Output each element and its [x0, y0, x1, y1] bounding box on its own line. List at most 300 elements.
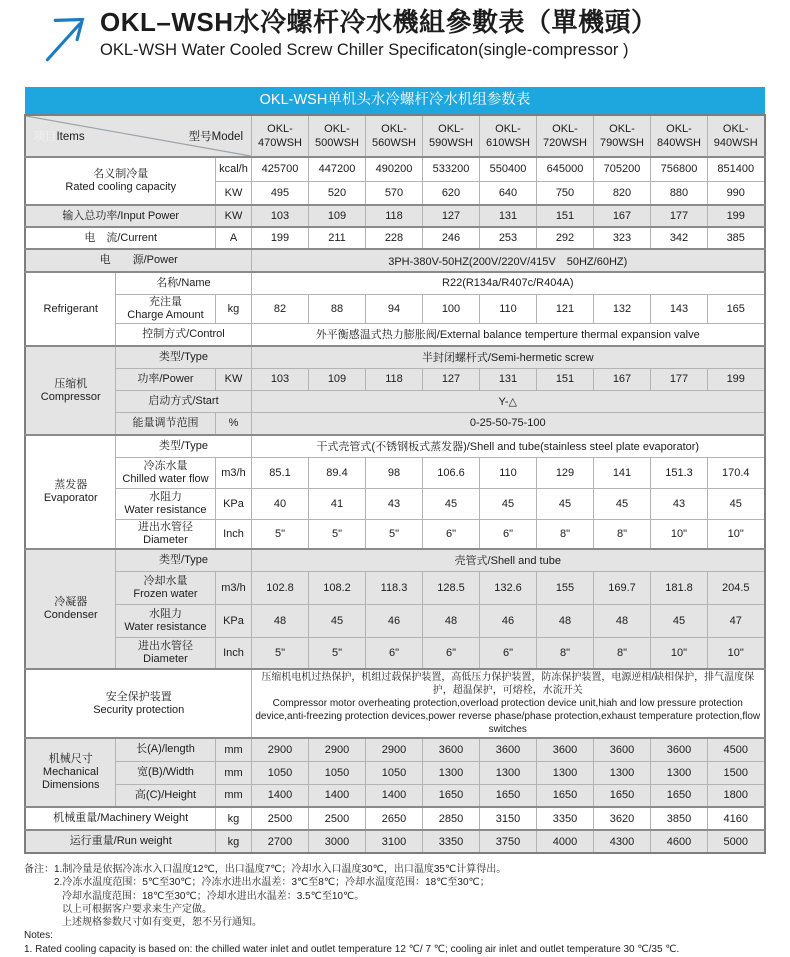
cell-line: OKL- — [609, 123, 635, 135]
unit-cell: KW — [215, 368, 251, 390]
cell-line: OKL- — [495, 123, 521, 135]
value-cell: 151 — [537, 205, 594, 227]
group-label-cell — [25, 346, 115, 435]
cell-line: 压缩机 — [54, 377, 88, 390]
cell-line: Frozen water — [133, 587, 198, 600]
cell-line: Security protection — [93, 703, 185, 716]
unit-cell: m3/h — [215, 571, 251, 604]
value-cell: 2500 — [309, 807, 366, 830]
cell-line: Diameter — [143, 652, 188, 665]
value-cell: 3750 — [480, 830, 537, 853]
cell-line: Rated cooling capacity — [65, 181, 177, 193]
row-label-cell: 高(C)/Height — [115, 784, 215, 807]
value-cell: 5000 — [708, 830, 765, 853]
merged-value-cell: 壳管式/Shell and tube — [252, 549, 765, 571]
page-subtitle: OKL-WSH Water Cooled Screw Chiller Specificaton(single-compressor ) — [100, 41, 629, 59]
value-cell: 127 — [423, 368, 480, 390]
cell-line: Condenser — [43, 609, 98, 621]
value-cell: 1300 — [423, 761, 480, 784]
value-cell: 1300 — [651, 761, 708, 784]
value-cell: 127 — [423, 205, 480, 227]
row-label-cell: 类型/Type — [115, 549, 251, 571]
note-line: 上述规格参数尺寸如有变更，恕不另行通知。 — [62, 917, 262, 929]
table-row — [25, 157, 764, 181]
row-label-cell — [115, 604, 215, 637]
value-cell: 6" — [366, 637, 423, 669]
value-cell: 2900 — [252, 738, 309, 761]
items-label-zh: 项目 — [33, 131, 57, 143]
model-header-cell — [423, 115, 480, 157]
merged-value-cell: R22(R134a/R407c/R404A) — [252, 272, 765, 294]
value-cell: 2500 — [252, 807, 309, 830]
table-row — [25, 227, 764, 249]
value-cell: 2850 — [423, 807, 480, 830]
model-header-cell — [252, 115, 309, 157]
value-cell: 750 — [537, 181, 594, 205]
cell-line: 560WSH — [371, 137, 417, 149]
value-cell: 520 — [309, 181, 366, 205]
value-cell: 4160 — [708, 807, 765, 830]
items-model-header — [25, 115, 251, 157]
table-row — [25, 488, 764, 519]
value-cell: 106.6 — [423, 457, 480, 488]
cell-line: 790WSH — [599, 137, 645, 149]
protection-text-cell — [252, 669, 765, 738]
unit-cell: KW — [215, 205, 251, 227]
value-cell: 167 — [594, 205, 651, 227]
cell-line: 590WSH — [428, 137, 474, 149]
model-header-cell — [366, 115, 423, 157]
value-cell: 110 — [480, 457, 537, 488]
value-cell: 103 — [252, 368, 309, 390]
value-cell: 8" — [537, 637, 594, 669]
value-cell: 199 — [708, 205, 765, 227]
value-cell: 43 — [651, 488, 708, 519]
value-cell: 756800 — [651, 157, 708, 181]
unit-cell: % — [215, 412, 251, 435]
value-cell: 5" — [309, 519, 366, 549]
value-cell: 45 — [480, 488, 537, 519]
unit-cell: KW — [215, 181, 251, 205]
cell-line: Compressor — [40, 390, 101, 403]
note-line: 冷却水温度范围：18℃至30℃；冷却水进出水温差：3.5℃至10℃。 — [62, 890, 365, 902]
value-cell: 98 — [366, 457, 423, 488]
model-header-cell — [537, 115, 594, 157]
value-cell: 199 — [252, 227, 309, 249]
value-cell: 4000 — [537, 830, 594, 853]
cell-line: OKL- — [381, 123, 407, 135]
unit-cell: KPa — [215, 488, 251, 519]
model-header-cell — [708, 115, 765, 157]
value-cell: 143 — [651, 294, 708, 323]
value-cell: 1650 — [423, 784, 480, 807]
value-cell: 199 — [708, 368, 765, 390]
value-cell: 1400 — [309, 784, 366, 807]
row-label-cell: 电 源/Power — [25, 249, 251, 272]
value-cell: 165 — [708, 294, 765, 323]
value-cell: 2900 — [309, 738, 366, 761]
merged-value-cell: 半封闭螺杆式/Semi-hermetic screw — [252, 346, 765, 368]
value-cell: 1400 — [252, 784, 309, 807]
value-cell: 8" — [594, 637, 651, 669]
value-cell: 118 — [366, 205, 423, 227]
value-cell: 128.5 — [423, 571, 480, 604]
unit-cell: kcal/h — [215, 157, 251, 181]
value-cell: 620 — [423, 181, 480, 205]
value-cell: 3150 — [480, 807, 537, 830]
table-row — [25, 205, 764, 227]
value-cell: 6" — [423, 637, 480, 669]
table-row — [25, 637, 764, 669]
cell-line: Compressor motor overheating protection,overload protection device unit,hiah and low pressure protection device,anti-freezing protection devices,power reverse phase/phase protection,exhaust temperature protection,flow switches — [255, 698, 761, 735]
unit-cell: KPa — [215, 604, 251, 637]
table-row — [25, 323, 764, 346]
table-row — [25, 549, 764, 571]
value-cell: 132.6 — [480, 571, 537, 604]
table-row — [25, 346, 764, 368]
value-cell: 45 — [309, 604, 366, 637]
table-row — [25, 604, 764, 637]
model-header-cell — [651, 115, 708, 157]
value-cell: 103 — [252, 205, 309, 227]
value-cell: 1500 — [708, 761, 765, 784]
cell-line: 500WSH — [314, 137, 360, 149]
value-cell: 109 — [309, 205, 366, 227]
value-cell: 89.4 — [309, 457, 366, 488]
value-cell: 45 — [651, 604, 708, 637]
items-label-en: Items — [56, 131, 85, 143]
value-cell: 3600 — [480, 738, 537, 761]
value-cell: 102.8 — [252, 571, 309, 604]
value-cell: 41 — [309, 488, 366, 519]
row-label-cell — [115, 637, 215, 669]
value-cell: 323 — [594, 227, 651, 249]
value-cell: 570 — [366, 181, 423, 205]
value-cell: 167 — [594, 368, 651, 390]
row-label-cell: 类型/Type — [115, 435, 251, 457]
row-label-cell — [115, 488, 215, 519]
title-block — [100, 6, 658, 61]
cell-line: 进出水管径 — [137, 639, 193, 652]
table-row — [25, 738, 764, 761]
value-cell: 10" — [708, 519, 765, 549]
row-label-cell — [115, 571, 215, 604]
value-cell: 3100 — [366, 830, 423, 853]
row-label-cell: 机械重量/Machinery Weight — [25, 807, 215, 830]
table-row — [25, 272, 764, 294]
cell-line: 冷却水量 — [143, 574, 188, 587]
unit-cell: Inch — [215, 519, 251, 549]
cell-line: 940WSH — [713, 137, 758, 149]
value-cell: 177 — [651, 368, 708, 390]
value-cell: 10" — [708, 637, 765, 669]
note-line: 以上可根据客户要求来生产定做。 — [62, 903, 212, 915]
table-row — [25, 807, 764, 830]
table-banner: OKL-WSH单机头水冷螺杆冷水机组参数表 — [25, 87, 765, 114]
model-label: 型号Model — [188, 131, 243, 143]
table-row — [25, 761, 764, 784]
value-cell: 118 — [366, 368, 423, 390]
row-label-cell: 类型/Type — [115, 346, 251, 368]
group-label-cell — [25, 435, 115, 549]
cell-line: OKL- — [438, 123, 464, 135]
model-header-cell — [480, 115, 537, 157]
row-label-cell: 输入总功率/Input Power — [25, 205, 215, 227]
note-line: 备注：1.制冷量是依据冷冻水入口温度12℃，出口温度7℃；冷却水入口温度30℃，出口温度35℃计算得出。 — [24, 864, 507, 875]
value-cell: 131 — [480, 205, 537, 227]
notes-block — [24, 863, 766, 956]
merged-value-cell: 干式壳管式(不锈钢板式蒸发器)/Shell and tube(stainless steel plate evaporator) — [252, 435, 765, 457]
value-cell: 170.4 — [708, 457, 765, 488]
value-cell: 47 — [708, 604, 765, 637]
value-cell: 1050 — [252, 761, 309, 784]
cell-line: Diameter — [143, 533, 188, 546]
table-header-row — [25, 115, 764, 157]
value-cell: 108.2 — [309, 571, 366, 604]
unit-cell: A — [215, 227, 251, 249]
value-cell: 48 — [252, 604, 309, 637]
value-cell: 3850 — [651, 807, 708, 830]
table-row — [25, 368, 764, 390]
row-label-cell: 运行重量/Run weight — [25, 830, 215, 853]
unit-cell: kg — [215, 294, 251, 323]
table-row — [25, 571, 764, 604]
value-cell: 45 — [423, 488, 480, 519]
merged-value-cell: 外平衡感温式热力膨胀阀/External balance temperture thermal expansion valve — [252, 323, 765, 346]
value-cell: 4600 — [651, 830, 708, 853]
value-cell: 45 — [708, 488, 765, 519]
value-cell: 131 — [480, 368, 537, 390]
value-cell: 3620 — [594, 807, 651, 830]
cell-line: 充注量 — [148, 295, 182, 308]
value-cell: 1050 — [366, 761, 423, 784]
cell-line: Dimensions — [42, 779, 100, 791]
value-cell: 5" — [252, 637, 309, 669]
logo-arrow-icon — [36, 8, 92, 66]
value-cell: 1650 — [480, 784, 537, 807]
value-cell: 40 — [252, 488, 309, 519]
cell-line: OKL- — [666, 123, 692, 135]
value-cell: 820 — [594, 181, 651, 205]
value-cell: 10" — [651, 519, 708, 549]
note-line: 2.冷冻水温度范围：5℃至30℃；冷冻水进出水温差：3℃至8℃；冷却水温度范围：18℃至30℃； — [54, 877, 490, 889]
cell-line: 720WSH — [542, 137, 588, 149]
cell-line: Water resistance — [124, 503, 207, 516]
value-cell: 177 — [651, 205, 708, 227]
group-label-cell — [25, 549, 115, 669]
value-cell: 228 — [366, 227, 423, 249]
value-cell: 6" — [480, 637, 537, 669]
row-label-cell: 启动方式/Start — [115, 390, 251, 412]
note-line: 1. Rated cooling capacity is based on: the chilled water inlet and outlet temperature 12 ℃/ 7 ℃; cooling air inlet and outlet temperature 30 ℃/35 ℃. — [24, 943, 680, 955]
model-header-cell — [594, 115, 651, 157]
value-cell: 990 — [708, 181, 765, 205]
value-cell: 3600 — [537, 738, 594, 761]
cell-line: 水阻力 — [148, 607, 182, 620]
value-cell: 151 — [537, 368, 594, 390]
group-label-cell: Refrigerant — [25, 272, 115, 346]
value-cell: 490200 — [366, 157, 423, 181]
cell-line: 安全保护装置 — [105, 690, 172, 703]
cell-line: 610WSH — [485, 137, 531, 149]
unit-cell: m3/h — [215, 457, 251, 488]
value-cell: 121 — [537, 294, 594, 323]
row-label-cell: 控制方式/Control — [115, 323, 251, 346]
value-cell: 45 — [537, 488, 594, 519]
unit-cell: mm — [215, 761, 251, 784]
value-cell: 246 — [423, 227, 480, 249]
value-cell: 132 — [594, 294, 651, 323]
value-cell: 385 — [708, 227, 765, 249]
value-cell: 1050 — [309, 761, 366, 784]
value-cell: 2650 — [366, 807, 423, 830]
value-cell: 3000 — [309, 830, 366, 853]
value-cell: 4500 — [708, 738, 765, 761]
value-cell: 151.3 — [651, 457, 708, 488]
value-cell: 211 — [309, 227, 366, 249]
cell-line: 名义制冷量 — [93, 168, 149, 180]
row-label-cell — [115, 519, 215, 549]
value-cell: 3350 — [537, 807, 594, 830]
value-cell: 1400 — [366, 784, 423, 807]
value-cell: 880 — [651, 181, 708, 205]
value-cell: 3600 — [651, 738, 708, 761]
cell-line: Mechanical — [42, 766, 99, 778]
value-cell: 1300 — [537, 761, 594, 784]
table-row — [25, 457, 764, 488]
value-cell: 8" — [537, 519, 594, 549]
row-label-cell — [25, 157, 215, 205]
merged-value-cell: Y-△ — [252, 390, 765, 412]
table-row — [25, 519, 764, 549]
row-label-cell: 电 流/Current — [25, 227, 215, 249]
value-cell: 550400 — [480, 157, 537, 181]
value-cell: 425700 — [252, 157, 309, 181]
value-cell: 5" — [252, 519, 309, 549]
row-label-cell: 能量调节范围 — [115, 412, 215, 435]
value-cell: 48 — [423, 604, 480, 637]
cell-line: 冷冻水量 — [143, 459, 188, 472]
value-cell: 1650 — [651, 784, 708, 807]
unit-cell: kg — [215, 830, 251, 853]
merged-value-cell: 3PH-380V-50HZ(200V/220V/415V 50HZ/60HZ) — [252, 249, 765, 272]
page-title: OKL–WSH水冷螺杆冷水機組參數表（單機頭） — [100, 7, 658, 37]
value-cell: 129 — [537, 457, 594, 488]
value-cell: 45 — [594, 488, 651, 519]
cell-line: 470WSH — [257, 137, 303, 149]
value-cell: 1300 — [480, 761, 537, 784]
value-cell: 1800 — [708, 784, 765, 807]
table-row — [25, 412, 764, 435]
row-label-cell — [115, 457, 215, 488]
items-label — [33, 128, 84, 144]
cell-line: 压缩机电机过热保护，机组过载保护装置，高低压力保护装置，防冻保护装置，电源逆相/缺相保护，排气温度保护，超温保护，可熔栓，水流开关 — [261, 672, 755, 696]
unit-cell: Inch — [215, 637, 251, 669]
value-cell: 705200 — [594, 157, 651, 181]
unit-cell: kg — [215, 807, 251, 830]
table-row — [25, 669, 764, 738]
value-cell: 141 — [594, 457, 651, 488]
value-cell: 4300 — [594, 830, 651, 853]
value-cell: 118.3 — [366, 571, 423, 604]
value-cell: 85.1 — [252, 457, 309, 488]
model-header-cell — [309, 115, 366, 157]
table-row — [25, 294, 764, 323]
value-cell: 8" — [594, 519, 651, 549]
value-cell: 48 — [594, 604, 651, 637]
value-cell: 533200 — [423, 157, 480, 181]
value-cell: 253 — [480, 227, 537, 249]
cell-line: 机械尺寸 — [48, 753, 93, 765]
value-cell: 640 — [480, 181, 537, 205]
table-row — [25, 830, 764, 853]
value-cell: 110 — [480, 294, 537, 323]
value-cell: 3350 — [423, 830, 480, 853]
table-row — [25, 390, 764, 412]
value-cell: 1650 — [537, 784, 594, 807]
value-cell: 2900 — [366, 738, 423, 761]
note-line: Notes: — [24, 930, 53, 942]
value-cell: 155 — [537, 571, 594, 604]
cell-line: Chilled water flow — [122, 472, 209, 485]
unit-cell: mm — [215, 738, 251, 761]
value-cell: 5" — [366, 519, 423, 549]
merged-value-cell: 0-25-50-75-100 — [252, 412, 765, 435]
value-cell: 88 — [309, 294, 366, 323]
value-cell: 447200 — [309, 157, 366, 181]
value-cell: 6" — [423, 519, 480, 549]
value-cell: 292 — [537, 227, 594, 249]
cell-line: 840WSH — [656, 137, 702, 149]
row-label-cell: 名称/Name — [115, 272, 251, 294]
unit-cell: mm — [215, 784, 251, 807]
table-row — [25, 249, 764, 272]
row-label-cell — [25, 669, 251, 738]
value-cell: 204.5 — [708, 571, 765, 604]
cell-line: Evaporator — [43, 492, 98, 504]
value-cell: 6" — [480, 519, 537, 549]
value-cell: 851400 — [708, 157, 765, 181]
cell-line: OKL- — [267, 123, 293, 135]
cell-line: OKL- — [722, 123, 749, 135]
cell-line: Water resistance — [124, 620, 207, 633]
value-cell: 48 — [537, 604, 594, 637]
value-cell: 1300 — [594, 761, 651, 784]
cell-line: OKL- — [552, 123, 578, 135]
cell-line: 进出水管径 — [137, 520, 193, 533]
value-cell: 10" — [651, 637, 708, 669]
value-cell: 43 — [366, 488, 423, 519]
cell-line: 蒸发器 — [54, 479, 88, 491]
value-cell: 495 — [252, 181, 309, 205]
row-label-cell: 宽(B)/Width — [115, 761, 215, 784]
group-label-cell — [25, 738, 115, 807]
value-cell: 82 — [252, 294, 309, 323]
value-cell: 3600 — [594, 738, 651, 761]
value-cell: 342 — [651, 227, 708, 249]
value-cell: 3600 — [423, 738, 480, 761]
value-cell: 181.8 — [651, 571, 708, 604]
row-label-cell — [115, 294, 215, 323]
cell-line: Charge Amount — [127, 308, 204, 321]
value-cell: 46 — [366, 604, 423, 637]
value-cell: 2700 — [252, 830, 309, 853]
table-row — [25, 435, 764, 457]
value-cell: 5" — [309, 637, 366, 669]
value-cell: 645000 — [537, 157, 594, 181]
value-cell: 1650 — [594, 784, 651, 807]
page-header — [0, 0, 790, 66]
